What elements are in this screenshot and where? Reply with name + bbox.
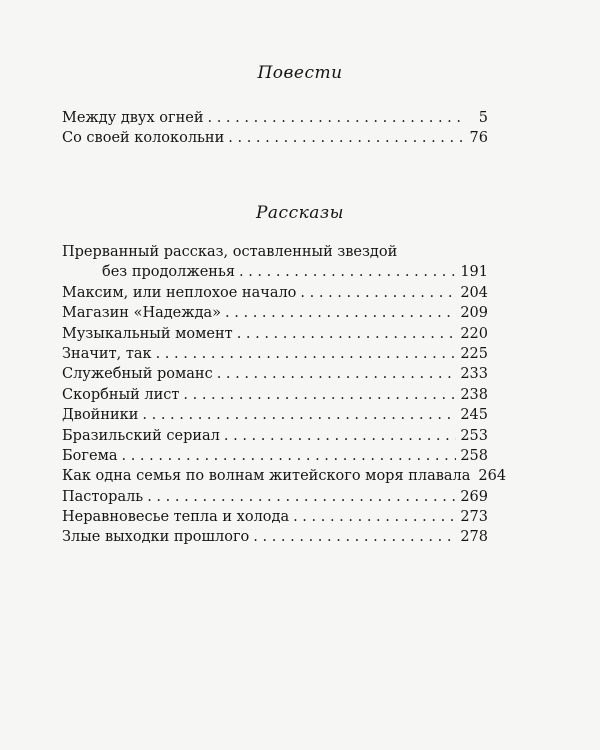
dot-leader — [156, 344, 457, 364]
entry-page: 204 — [460, 284, 488, 301]
toc-entry[interactable] — [62, 405, 488, 425]
entry-title: Между двух огней — [62, 110, 204, 126]
toc-entry[interactable] — [62, 108, 488, 128]
toc-entry[interactable] — [62, 364, 488, 384]
entry-title: Богема — [62, 447, 118, 464]
entry-page: 220 — [460, 325, 488, 342]
dot-leader — [237, 324, 457, 344]
entry-page: 225 — [460, 345, 488, 362]
entry-page: 253 — [460, 427, 488, 444]
entry-title: Значит, так — [62, 345, 152, 362]
toc-entry[interactable] — [62, 446, 488, 466]
entry-title: Со своей колокольни — [62, 130, 225, 147]
toc-entry[interactable] — [62, 527, 488, 547]
dot-leader — [207, 108, 464, 128]
entry-title: Максим, или неплохое начало — [62, 284, 297, 301]
dot-leader — [239, 262, 456, 282]
entry-page: 233 — [460, 366, 488, 383]
dot-leader — [183, 385, 456, 405]
entry-title: Магазин «Надежда» — [62, 305, 222, 322]
dot-leader — [300, 283, 456, 303]
toc-entry[interactable] — [62, 466, 507, 486]
dot-leader — [228, 128, 464, 148]
entry-title: без продолженья — [102, 264, 235, 281]
entry-page: 76 — [469, 130, 488, 147]
entry-title: Скорбный лист — [62, 386, 180, 403]
toc-entry[interactable] — [62, 128, 488, 148]
dot-leader — [147, 487, 456, 507]
toc-entry[interactable] — [62, 507, 488, 527]
toc-entry[interactable] — [62, 344, 488, 364]
entry-page: 238 — [460, 386, 488, 403]
entry-title: Служебный романс — [62, 366, 213, 383]
dot-leader — [224, 426, 456, 446]
dot-leader — [225, 303, 456, 323]
entry-title: Музыкальный момент — [62, 325, 233, 342]
entry-title: Неравновесье тепла и холода — [62, 509, 290, 526]
dot-leader — [253, 527, 456, 547]
entry-page: 191 — [460, 264, 488, 281]
entry-page: 245 — [460, 407, 488, 424]
entry-title: Двойники — [62, 407, 139, 424]
toc-entry[interactable] — [62, 385, 488, 405]
entry-page: 258 — [460, 447, 488, 464]
entry-page: 264 — [478, 468, 507, 485]
entry-page: 209 — [460, 305, 488, 322]
entry-title: Злые выходки прошлого — [62, 529, 250, 546]
toc-entry[interactable] — [62, 283, 488, 303]
entry-title: Пастораль — [62, 488, 144, 505]
entry-page: 278 — [460, 529, 488, 546]
entry-title: Бразильский сериал — [62, 427, 220, 444]
dot-leader — [217, 364, 457, 384]
dot-leader — [142, 405, 456, 425]
dot-leader — [122, 446, 457, 466]
toc-entry[interactable] — [62, 426, 488, 446]
entry-page: 273 — [460, 509, 488, 526]
section-title-povesti: Повести — [257, 63, 343, 83]
toc-list-rasskazy — [62, 242, 507, 548]
section-title-rasskazy: Рассказы — [255, 203, 345, 223]
dot-leader — [293, 507, 456, 527]
entry-title: Прерванный рассказ, оставленный звездой — [62, 244, 398, 260]
toc-entry[interactable] — [62, 303, 488, 323]
toc-entry-continuation[interactable] — [62, 262, 488, 282]
toc-entry[interactable] — [62, 487, 488, 507]
entry-page: 269 — [460, 488, 488, 505]
toc-list-povesti — [62, 108, 488, 149]
entry-title: Как одна семья по волнам житейского моря плавала — [62, 468, 471, 485]
entry-page: 5 — [478, 110, 488, 126]
toc-entry[interactable] — [62, 324, 488, 344]
toc-entry-first-line[interactable] — [62, 242, 488, 262]
